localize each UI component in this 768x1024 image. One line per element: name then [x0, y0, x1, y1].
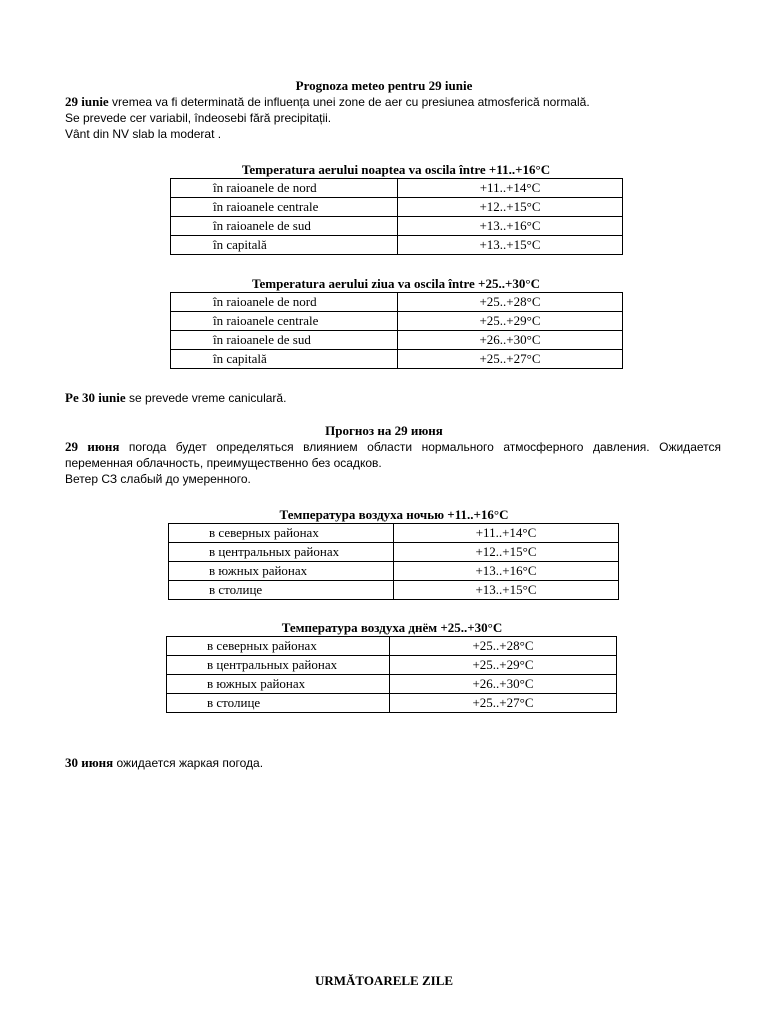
region-cell: în raioanele centrale	[171, 312, 398, 331]
region-cell: în capitală	[171, 236, 398, 255]
table-row	[171, 293, 623, 312]
temp-cell: +26..+30°C	[390, 675, 617, 694]
temp-cell: +25..+29°C	[398, 312, 623, 331]
ru-night-caption: Температура воздуха ночью +11..+16°C	[279, 507, 509, 522]
table-row	[171, 236, 623, 255]
ru-date-bold: 29 июня	[65, 439, 120, 454]
ro-night-caption: Temperatura aerului noaptea va oscila între +11..+16°C	[241, 162, 551, 177]
ru-day-table	[166, 636, 617, 713]
region-cell: în raioanele de sud	[171, 331, 398, 350]
temp-cell: +13..+15°C	[398, 236, 623, 255]
ro-line-1	[65, 94, 721, 110]
region-cell: în raioanele centrale	[171, 198, 398, 217]
temp-cell: +25..+28°C	[398, 293, 623, 312]
temp-cell: +12..+15°C	[394, 543, 619, 562]
ro-next-day	[65, 390, 721, 406]
region-cell: в южных районах	[169, 562, 394, 581]
temp-cell: +11..+14°C	[398, 179, 623, 198]
ro-next-day-bold: Pe 30 iunie	[65, 390, 126, 405]
ro-line-2: Se prevede cer variabil, îndeosebi fără precipitații.	[65, 111, 332, 125]
region-cell: în raioanele de nord	[171, 179, 398, 198]
table-row	[171, 179, 623, 198]
ro-night-table	[170, 178, 623, 255]
region-cell: в центральных районах	[169, 543, 394, 562]
region-cell: в столице	[169, 581, 394, 600]
temp-cell: +13..+16°C	[394, 562, 619, 581]
region-cell: в северных районах	[167, 637, 390, 656]
table-row	[167, 637, 617, 656]
table-row	[169, 524, 619, 543]
table-row	[171, 331, 623, 350]
ru-next-day-bold: 30 июня	[65, 755, 114, 770]
temp-cell: +25..+27°C	[390, 694, 617, 713]
ro-forecast-text	[65, 94, 721, 142]
region-cell: în raioanele de nord	[171, 293, 398, 312]
table-row	[169, 562, 619, 581]
ro-next-day-rest: se prevede vreme caniculară.	[125, 391, 287, 405]
temp-cell: +12..+15°C	[398, 198, 623, 217]
region-cell: в северных районах	[169, 524, 394, 543]
table-row	[169, 581, 619, 600]
ru-next-day	[65, 755, 721, 771]
region-cell: în raioanele de sud	[171, 217, 398, 236]
temp-cell: +25..+27°C	[398, 350, 623, 369]
ru-night-table	[168, 523, 619, 600]
next-days-heading: URMĂTOARELE ZILE	[314, 973, 454, 988]
ro-line-1-rest: vremea va fi determinată de influența unei zone de aer cu presiunea atmosferică normală.	[108, 95, 590, 109]
ru-line-1	[65, 439, 721, 471]
ru-title: Прогноз на 29 июня	[325, 423, 443, 438]
ro-date-bold: 29 iunie	[65, 94, 109, 109]
table-row	[167, 656, 617, 675]
ru-day-caption: Температура воздуха днём +25..+30°C	[281, 620, 503, 635]
temp-cell: +26..+30°C	[398, 331, 623, 350]
temp-cell: +25..+29°C	[390, 656, 617, 675]
table-row	[171, 350, 623, 369]
ro-title: Prognoza meteo pentru 29 iunie	[295, 78, 473, 93]
temp-cell: +25..+28°C	[390, 637, 617, 656]
ru-line-1-rest: погода будет определяться влиянием области нормального атмосферного давления. Ожидается переменная облачность, преимущественно без осадков.	[65, 440, 721, 470]
table-row	[169, 543, 619, 562]
temp-cell: +13..+16°C	[398, 217, 623, 236]
table-row	[167, 694, 617, 713]
ru-forecast-text	[65, 439, 721, 487]
table-row	[167, 675, 617, 694]
ru-line-3: Ветер СЗ слабый до умеренного.	[65, 472, 251, 486]
ro-line-3: Vânt din NV slab la moderat .	[65, 127, 222, 141]
region-cell: в столице	[167, 694, 390, 713]
table-row	[171, 198, 623, 217]
table-row	[171, 217, 623, 236]
temp-cell: +11..+14°C	[394, 524, 619, 543]
table-row	[171, 312, 623, 331]
ro-day-caption: Temperatura aerului ziua va oscila între +25..+30°C	[252, 276, 540, 291]
region-cell: в центральных районах	[167, 656, 390, 675]
region-cell: în capitală	[171, 350, 398, 369]
ro-day-table	[170, 292, 623, 369]
region-cell: в южных районах	[167, 675, 390, 694]
ru-next-day-rest: ожидается жаркая погода.	[113, 756, 264, 770]
temp-cell: +13..+15°C	[394, 581, 619, 600]
